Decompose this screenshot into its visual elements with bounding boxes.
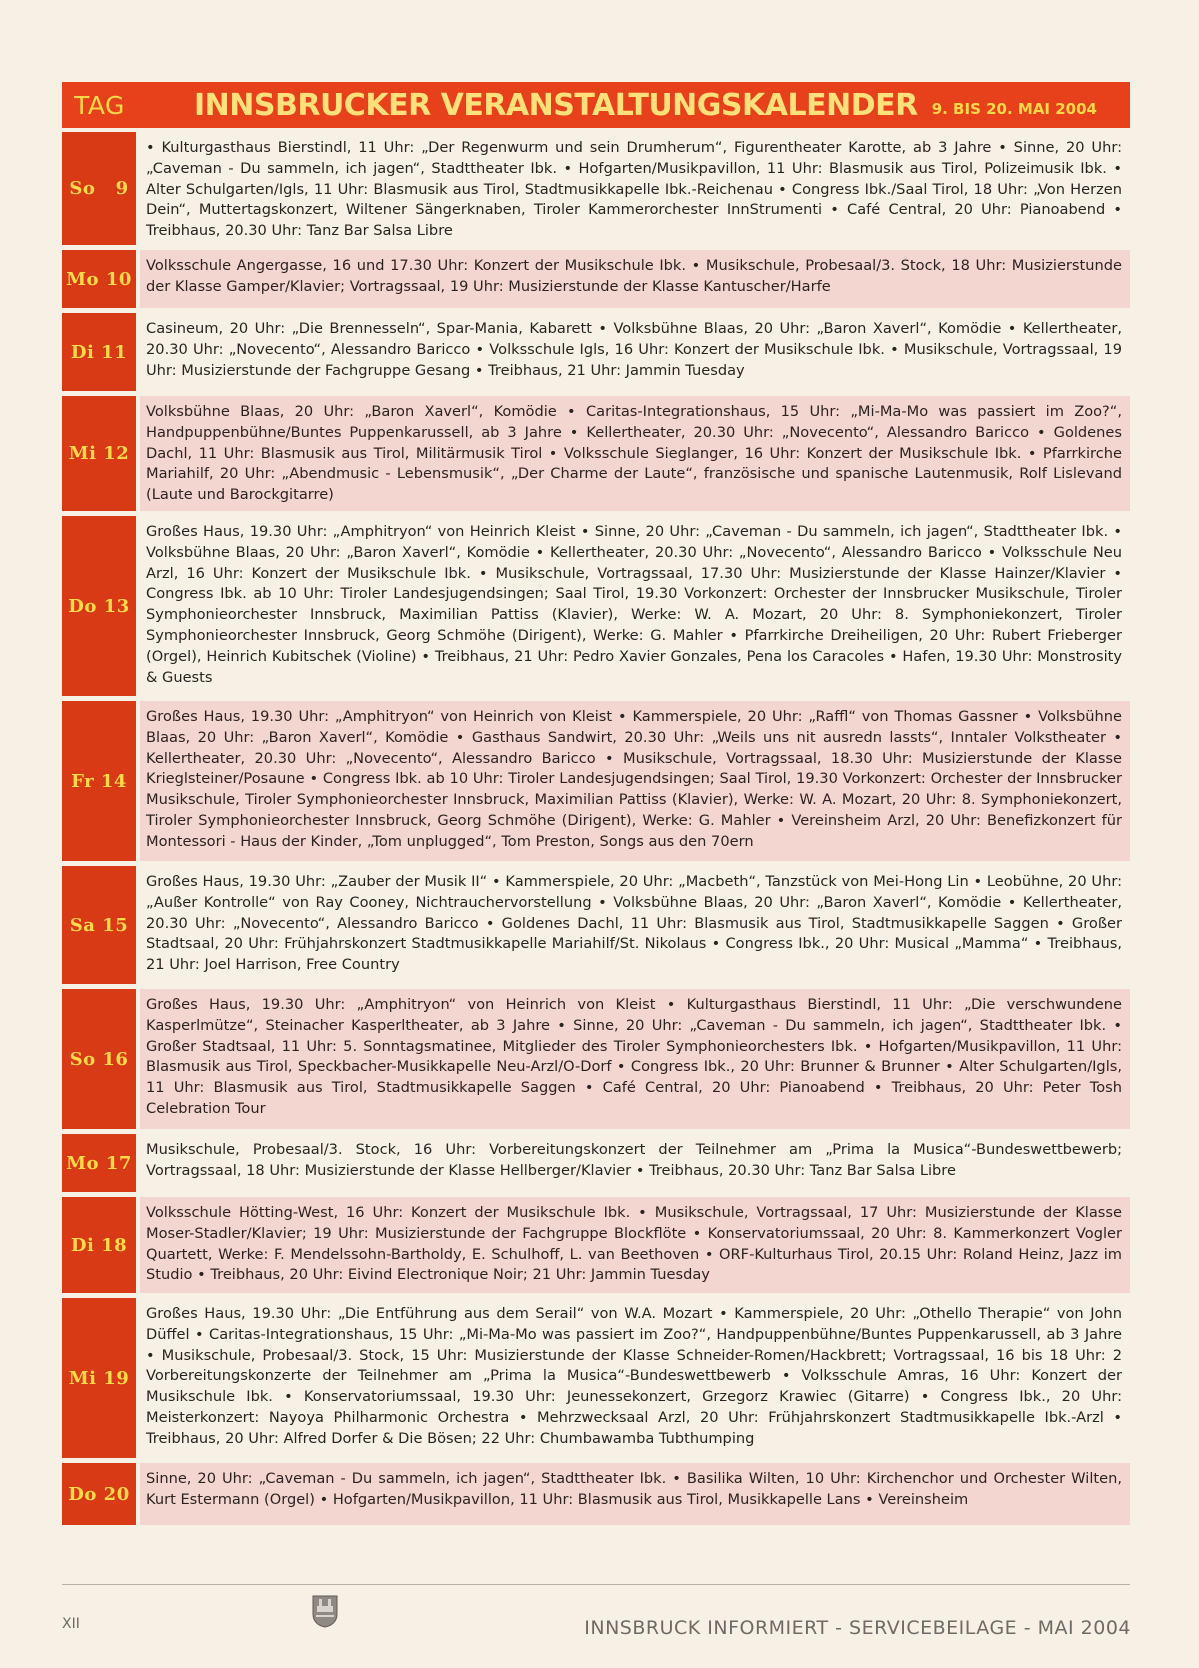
- day-row: [62, 1197, 1130, 1293]
- day-row: [62, 250, 1130, 308]
- day-events: Casineum, 20 Uhr: „Die Brennesseln“, Spar-Mania, Kabarett • Volksbühne Blaas, 20 Uhr: „Baron Xaverl“, Komödie • Kellertheater, 20.30 Uhr: „Novecento“, Alessandro Baricco • Volksschule Igls, 16 Uhr: Konzert der Musikschule Ibk. • Musikschule, Vortragssaal, 19 Uhr: Musizierstunde der Fachgruppe Gesang • Treibhaus, 21 Uhr: Jammin Tuesday: [140, 313, 1130, 391]
- day-events: Großes Haus, 19.30 Uhr: „Zauber der Musik II“ • Kammerspiele, 20 Uhr: „Macbeth“, Tanzstück von Mei-Hong Lin • Leobühne, 20 Uhr: „Außer Kontrolle“ von Ray Cooney, Nichtrauchervorstellung • Volksbühne Blaas, 20 Uhr: „Baron Xaverl“, Komödie • Kellertheater, 20.30 Uhr: „Novecento“, Alessandro Baricco • Goldenes Dachl, 11 Uhr: Blasmusik aus Tirol, Stadtmusikkapelle Saggen • Großer Stadtsaal, 20 Uhr: Frühjahrskonzert Stadtmusikkapelle Mariahilf/St. Nikolaus • Congress Ibk., 20 Uhr: Musical „Mamma“ • Treibhaus, 21 Uhr: Joel Harrison, Free Country: [140, 866, 1130, 984]
- day-row: [62, 516, 1130, 696]
- calendar-header: [62, 82, 1130, 128]
- day-events: Volksschule Hötting-West, 16 Uhr: Konzert der Musikschule Ibk. • Musikschule, Vortragssaal, 17 Uhr: Musizierstunde der Klasse Moser-Stadler/Klavier; 19 Uhr: Musizierstunde der Fachgruppe Blockflöte • Konservatoriumssaal, 20 Uhr: 8. Kammerkonzert Vogler Quartett, Werke: F. Mendelssohn-Bartholdy, E. Schulhoff, L. van Beethoven • ORF-Kulturhaus Tirol, 20.15 Uhr: Roland Heinz, Jazz im Studio • Treibhaus, 20 Uhr: Eivind Electronique Noir; 21 Uhr: Jammin Tuesday: [140, 1197, 1130, 1293]
- day-row: [62, 866, 1130, 984]
- day-label: Fr 14: [62, 701, 136, 861]
- calendar-rows: [62, 132, 1130, 1530]
- day-events: Musikschule, Probesaal/3. Stock, 16 Uhr: Vorbereitungskonzert der Teilnehmer am „Prima la Musica“-Bundeswettbewerb; Vortragssaal, 18 Uhr: Musizierstunde der Klasse Hellberger/Klavier • Treibhaus, 20.30 Uhr: Tanz Bar Salsa Libre: [140, 1134, 1130, 1192]
- day-events: Volksbühne Blaas, 20 Uhr: „Baron Xaverl“, Komödie • Caritas-Integrationshaus, 15 Uhr: „Mi-Ma-Mo was passiert im Zoo?“, Handpuppenbühne/Buntes Puppenkarussell, ab 3 Jahre • Kellertheater, 20.30 Uhr: „Novecento“, Alessandro Baricco • Goldenes Dachl, 11 Uhr: Blasmusik aus Tirol, Militärmusik Tirol • Volksschule Sieglanger, 16 Uhr: Konzert der Musikschule Ibk. • Pfarrkirche Mariahilf, 20 Uhr: „Abendmusic - Lebensmusik“, „Der Charme der Laute“, französische und spanische Lautenmusik, Rolf Lislevand (Laute und Barockgitarre): [140, 396, 1130, 511]
- day-events: • Kulturgasthaus Bierstindl, 11 Uhr: „Der Regenwurm und sein Drumherum“, Figurentheater Karotte, ab 3 Jahre • Sinne, 20 Uhr: „Caveman - Du sammeln, ich jagen“, Stadttheater Ibk. • Hofgarten/Musikpavillon, 11 Uhr: Blasmusik aus Tirol, Polizeimusik Ibk. • Alter Schulgarten/Igls, 11 Uhr: Blasmusik aus Tirol, Stadtmusikkapelle Ibk.-Reichenau • Congress Ibk./Saal Tirol, 18 Uhr: „Von Herzen Dein“, Muttertagskonzert, Wiltener Sängerknaben, Tiroler Kammerorchester InnStrumenti • Café Central, 20 Uhr: Pianoabend • Treibhaus, 20.30 Uhr: Tanz Bar Salsa Libre: [140, 132, 1130, 245]
- day-row: [62, 132, 1130, 245]
- day-label: Di 11: [62, 313, 136, 391]
- day-label: So 9: [62, 132, 136, 245]
- day-row: [62, 1463, 1130, 1525]
- publication-title: INNSBRUCK INFORMIERT - SERVICEBEILAGE - MAI 2004: [584, 1617, 1131, 1639]
- day-row: [62, 1134, 1130, 1192]
- day-label: Sa 15: [62, 866, 136, 984]
- day-row: [62, 313, 1130, 391]
- day-row: [62, 701, 1130, 861]
- innsbruck-crest-icon: [311, 1594, 339, 1628]
- day-label: Mo 10: [62, 250, 136, 308]
- day-events: Großes Haus, 19.30 Uhr: „Die Entführung aus dem Serail“ von W.A. Mozart • Kammerspiele, 20 Uhr: „Othello Therapie“ von John Düffel • Caritas-Integrationshaus, 15 Uhr: „Mi-Ma-Mo was passiert im Zoo?“, Handpuppenbühne/Buntes Puppenkarussell, ab 3 Jahre • Musikschule, Probesaal/3. Stock, 15 Uhr: Musizierstunde der Klasse Schneider-Romen/Hackbrett; Vortragssaal, 16 bis 18 Uhr: 2 Vorbereitungskonzerte der Teilnehmer am „Prima la Musica“-Bundeswettbewerb • Volksschule Amras, 16 Uhr: Konzert der Musikschule Ibk. • Konservatoriumssaal, 19.30 Uhr: Jeunessekonzert, Grzegorz Krawiec (Gitarre) • Congress Ibk., 20 Uhr: Meisterkonzert: Nayoya Philharmonic Orchestra • Mehrzwecksaal Arzl, 20 Uhr: Frühjahrskonzert Stadtmusikkapelle Ibk.-Arzl • Treibhaus, 20 Uhr: Alfred Dorfer & Die Bösen; 22 Uhr: Chumbawamba Tubthumping: [140, 1298, 1130, 1458]
- day-label: Mo 17: [62, 1134, 136, 1192]
- day-row: [62, 396, 1130, 511]
- date-range: 9. BIS 20. MAI 2004: [931, 100, 1097, 118]
- day-label: Do 13: [62, 516, 136, 696]
- calendar-title: INNSBRUCKER VERANSTALTUNGSKALENDER: [194, 87, 918, 123]
- day-events: Großes Haus, 19.30 Uhr: „Amphitryon“ von Heinrich von Kleist • Kammerspiele, 20 Uhr: „Raffl“ von Thomas Gassner • Volksbühne Blaas, 20 Uhr: „Baron Xaverl“, Komödie • Gasthaus Sandwirt, 20.30 Uhr: „Weils uns nit ausredn lassts“, Inntaler Volkstheater • Kellertheater, 20.30 Uhr: „Novecento“, Alessandro Baricco • Musikschule, Vortragssaal, 18.30 Uhr: Musizierstunde der Klasse Krieglsteiner/Posaune • Congress Ibk. ab 10 Uhr: Tiroler Landesjugendsingen; Saal Tirol, 19.30 Vorkonzert: Orchester der Innsbrucker Musikschule, Tiroler Symphonieorchester Innsbruck, Maximilian Pattiss (Klavier), Werke: W. A. Mozart, 20 Uhr: 8. Symphoniekonzert, Tiroler Symphonieorchester Innsbruck, Georg Schmöhe (Dirigent), Werke: G. Mahler • Vereinsheim Arzl, 20 Uhr: Benefizkonzert für Montessori - Haus der Kinder, „Tom unplugged“, Tom Preston, Songs aus den 70ern: [140, 701, 1130, 861]
- day-events: Sinne, 20 Uhr: „Caveman - Du sammeln, ich jagen“, Stadttheater Ibk. • Basilika Wilten, 10 Uhr: Kirchenchor und Orchester Wilten, Kurt Estermann (Orgel) • Hofgarten/Musikpavillon, 11 Uhr: Blasmusik aus Tirol, Musikkapelle Lans • Vereinsheim: [140, 1463, 1130, 1525]
- day-label: Mi 12: [62, 396, 136, 511]
- day-label: Do 20: [62, 1463, 136, 1525]
- day-events: Großes Haus, 19.30 Uhr: „Amphitryon“ von Heinrich Kleist • Sinne, 20 Uhr: „Caveman - Du sammeln, ich jagen“, Stadttheater Ibk. • Volksbühne Blaas, 20 Uhr: „Baron Xaverl“, Komödie • Kellertheater, 20.30 Uhr: „Novecento“, Alessandro Baricco • Volksschule Neu Arzl, 16 Uhr: Konzert der Musikschule Ibk. • Musikschule, Vortragssaal, 17.30 Uhr: Musizierstunde der Klasse Hainzer/Klavier • Congress Ibk. ab 10 Uhr: Tiroler Landesjugendsingen; Saal Tirol, 19.30 Vorkonzert: Orchester der Innsbrucker Musikschule, Tiroler Symphonieorchester Innsbruck, Maximilian Pattiss (Klavier), Werke: W. A. Mozart, 20 Uhr: 8. Symphoniekonzert, Tiroler Symphonieorchester Innsbruck, Georg Schmöhe (Dirigent), Werke: G. Mahler • Pfarrkirche Dreiheiligen, 20 Uhr: Rubert Frieberger (Orgel), Heinrich Kubitschek (Violine) • Treibhaus, 21 Uhr: Pedro Xavier Gonzales, Pena los Caracoles • Hafen, 19.30 Uhr: Monstrosity & Guests: [140, 516, 1130, 696]
- day-label: Mi 19: [62, 1298, 136, 1458]
- page-number: XII: [62, 1616, 80, 1632]
- day-column-heading: TAG: [74, 90, 125, 120]
- day-events: Großes Haus, 19.30 Uhr: „Amphitryon“ von Heinrich von Kleist • Kulturgasthaus Bierstindl, 11 Uhr: „Die verschwundene Kasperlmütze“, Steinacher Kasperltheater, ab 3 Jahre • Sinne, 20 Uhr: „Caveman - Du sammeln, ich jagen“, Stadttheater Ibk. • Großer Stadtsaal, 11 Uhr: 5. Sonntagsmatinee, Mitglieder des Tiroler Symphonieorchesters Ibk. • Hofgarten/Musikpavillon, 11 Uhr: Blasmusik aus Tirol, Speckbacher-Musikkapelle Neu-Arzl/O-Dorf • Congress Ibk., 20 Uhr: Brunner & Brunner • Alter Schulgarten/Igls, 11 Uhr: Blasmusik aus Tirol, Stadtmusikkapelle Saggen • Café Central, 20 Uhr: Pianoabend • Treibhaus, 20 Uhr: Peter Tosh Celebration Tour: [140, 989, 1130, 1129]
- day-label: So 16: [62, 989, 136, 1129]
- day-row: [62, 989, 1130, 1129]
- day-events: Volksschule Angergasse, 16 und 17.30 Uhr: Konzert der Musikschule Ibk. • Musikschule, Probesaal/3. Stock, 18 Uhr: Musizierstunde der Klasse Gamper/Klavier; Vortragssaal, 19 Uhr: Musizierstunde der Klasse Kantuscher/Harfe: [140, 250, 1130, 308]
- day-label: Di 18: [62, 1197, 136, 1293]
- day-row: [62, 1298, 1130, 1458]
- footer-divider: [62, 1584, 1130, 1585]
